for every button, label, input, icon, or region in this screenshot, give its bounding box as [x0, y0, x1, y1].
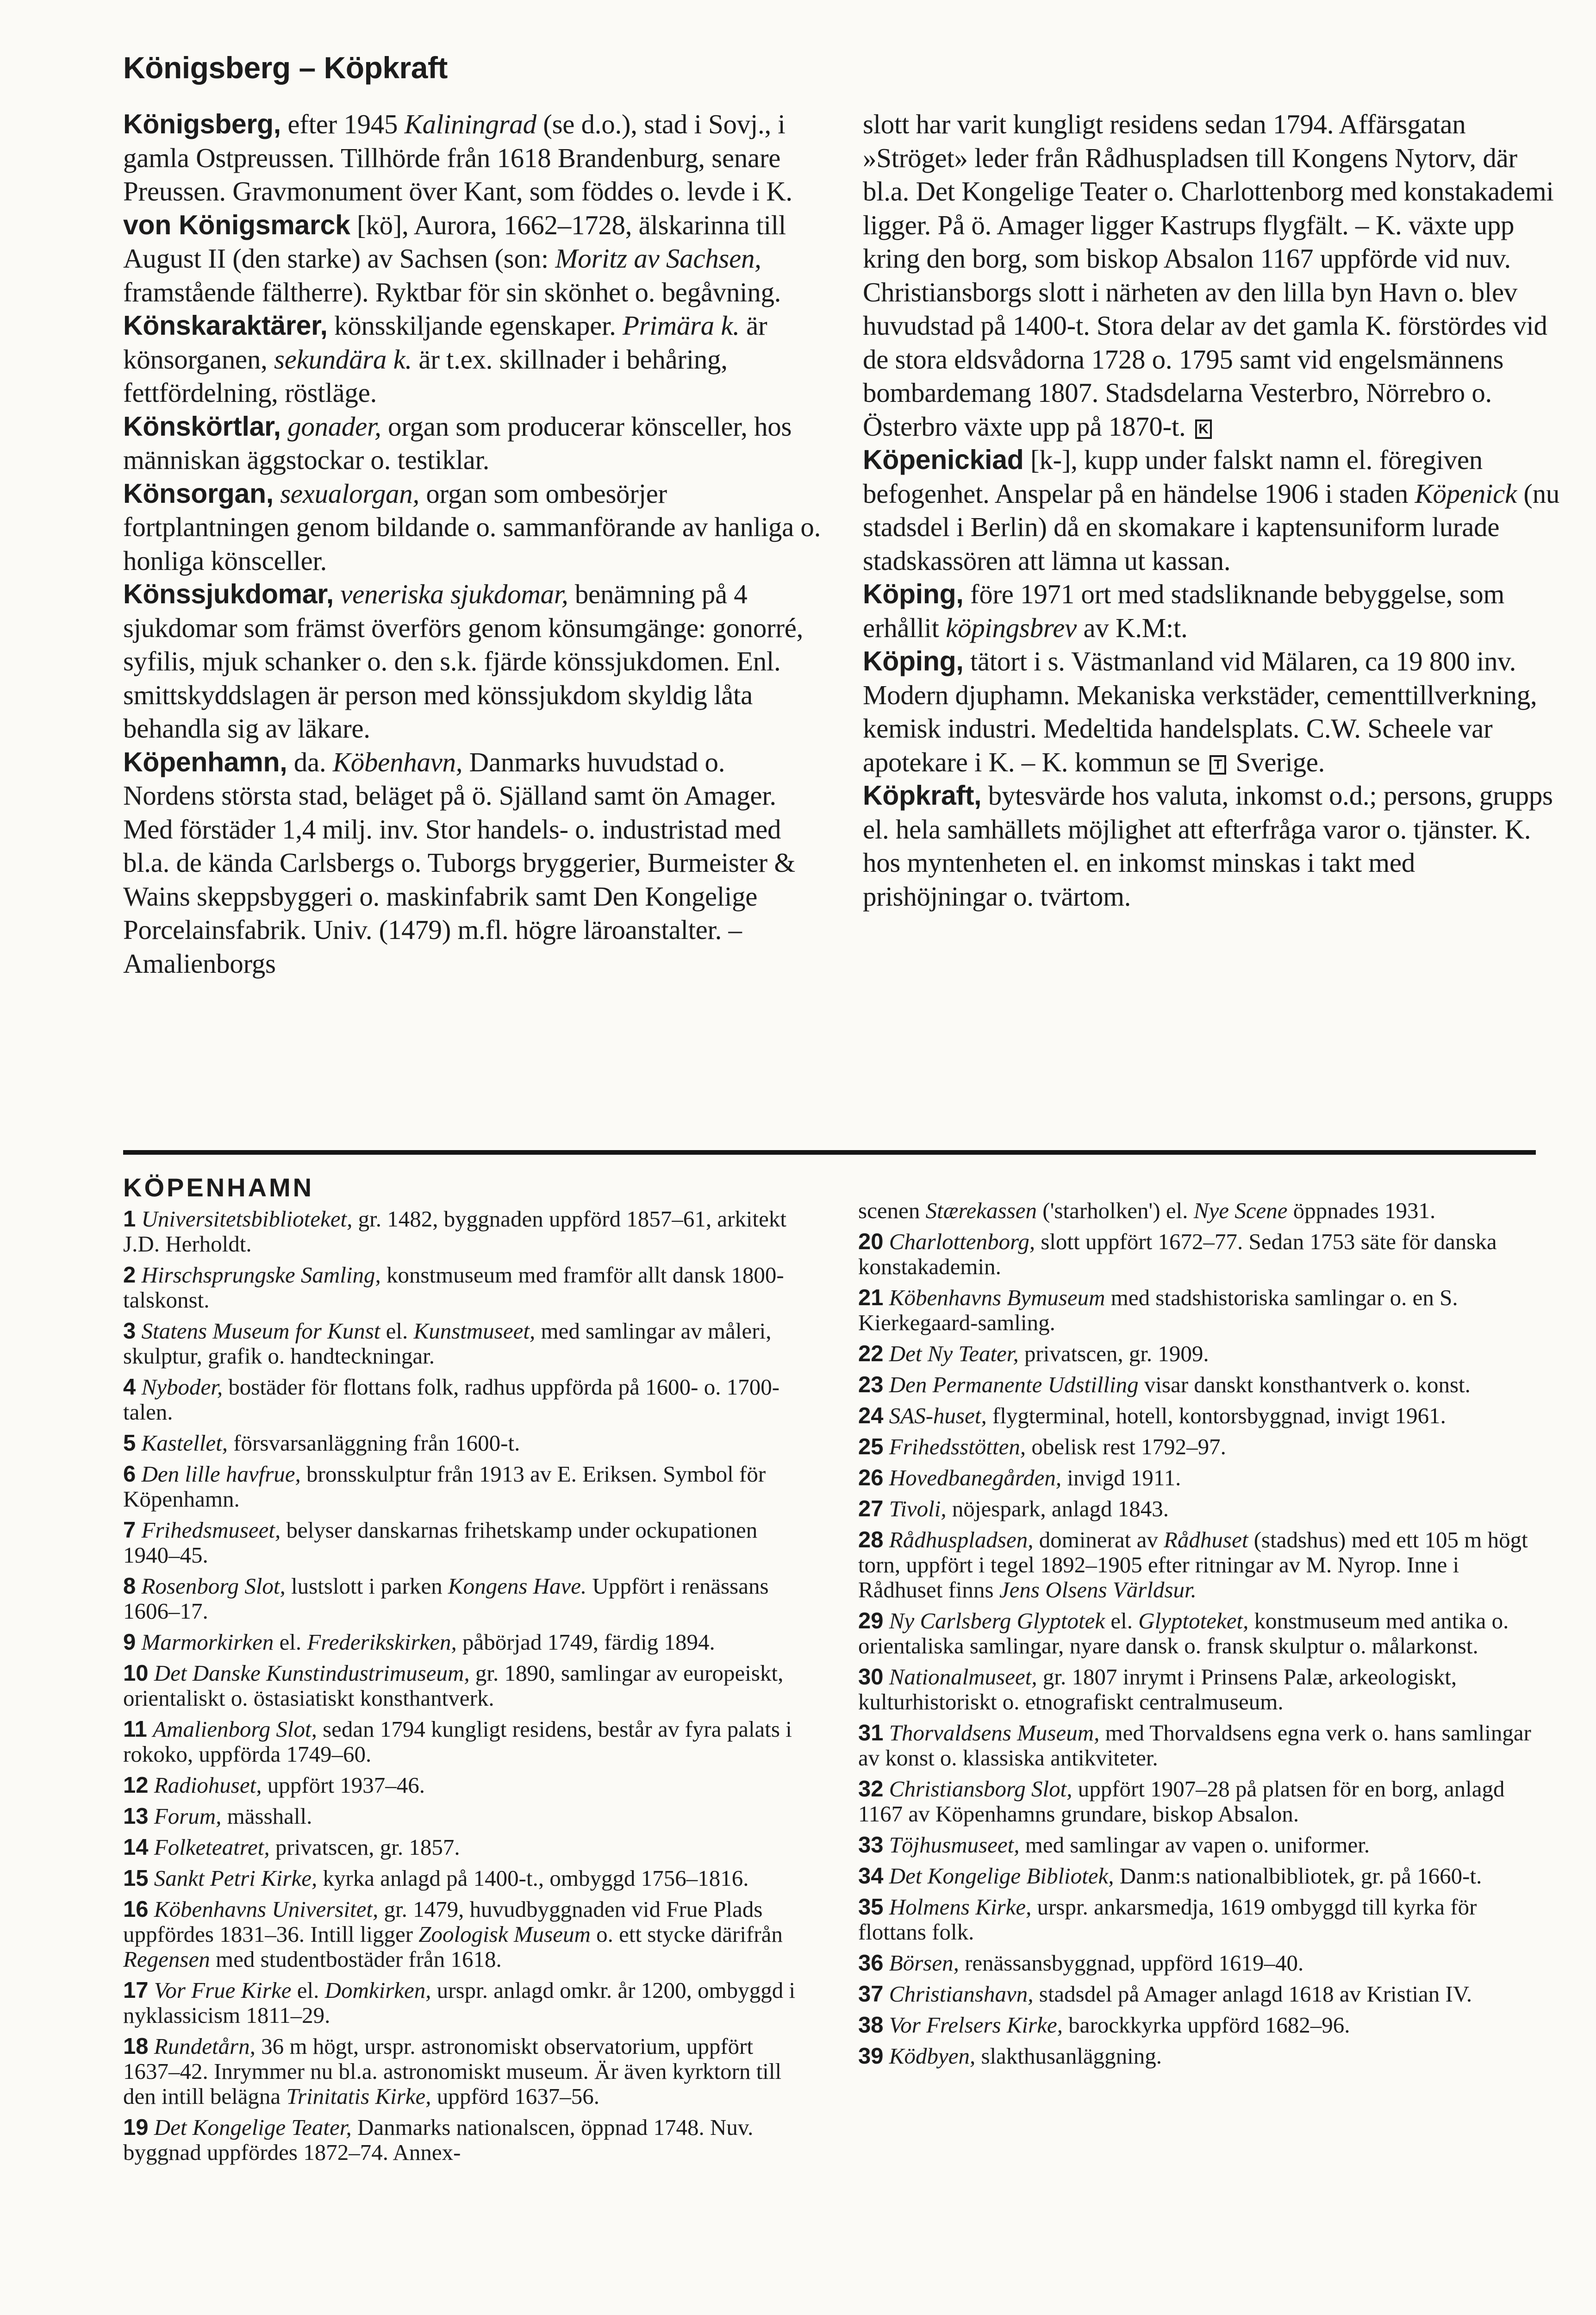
italic-term: Kaliningrad [404, 109, 536, 139]
legend-item [858, 1895, 1543, 1945]
legend-item [123, 1462, 804, 1512]
place-description: med stadshistoriska samlingar o. en S. Kierkegaard-samling. [858, 1285, 1458, 1335]
place-description: renässansbyggnad, uppförd 1619–40. [959, 1950, 1304, 1976]
legend-number: 31 [858, 1721, 884, 1746]
place-description: uppfört 1937–46. [262, 1772, 425, 1798]
legend-item [858, 1951, 1543, 1976]
place-name: Köbenhavns Universitet, [154, 1896, 379, 1922]
place-name: Folketeatret, [154, 1834, 270, 1860]
place-name: Vor Frelsers Kirke, [889, 2012, 1063, 2038]
place-description: privatscen, gr. 1857. [269, 1834, 460, 1860]
legend-item [858, 1434, 1543, 1459]
legend-item [858, 2013, 1543, 2038]
legend-item [123, 2115, 804, 2165]
entry-text: (nu stadsdel i Berlin) då en skomakare i kaptensuniform lurade stadskassören att lämna ut kassan. [863, 478, 1560, 576]
reference-symbol-icon: K [1195, 419, 1212, 439]
legend-number: 38 [858, 2013, 884, 2038]
place-description: barockkyrka uppförd 1682–96. [1062, 2012, 1350, 2038]
entry-headword: Köpenhamn, [123, 746, 287, 777]
legend-number: 30 [858, 1664, 884, 1689]
place-name: Vor Frue Kirke [154, 1977, 292, 2003]
place-description: scenen [858, 1198, 926, 1223]
place-name: Radiohuset, [154, 1772, 262, 1798]
entry-text: framstående fältherre). Ryktbar för sin skönhet o. begåvning. [123, 276, 781, 307]
italic-term: veneriska sjukdomar, [340, 579, 568, 609]
entry-text [274, 478, 280, 509]
place-name: Glyptoteket, [1138, 1608, 1249, 1633]
place-description: bostäder för flottans folk, radhus uppförda på 1600- o. 1700-talen. [123, 1374, 780, 1425]
place-name: Rundetårn, [154, 2033, 256, 2059]
entry-headword: Könssjukdomar, [123, 579, 334, 609]
italic-term: Köbenhavn, [332, 746, 463, 777]
place-name: Hirschsprungske Samling, [141, 1262, 381, 1288]
place-description: med studentbostäder från 1618. [210, 1946, 502, 1972]
legend-number: 27 [858, 1496, 884, 1521]
italic-term: Köpenick [1415, 478, 1517, 509]
entry-text: organ som producerar könsceller, hos människan äggstockar o. testiklar. [123, 411, 792, 475]
place-name: Det Danske Kunstindustrimuseum, [154, 1660, 470, 1686]
legend-item [123, 1804, 804, 1829]
legend-number: 17 [123, 1978, 149, 2003]
legend-left-column [123, 1207, 804, 2171]
place-description: bronsskulptur från 1913 av E. Eriksen. Symbol för Köpenhamn. [123, 1461, 766, 1512]
dictionary-entry [863, 644, 1562, 779]
place-name: Marmorkirken [141, 1629, 274, 1655]
legend-number: 33 [858, 1833, 884, 1858]
legend-number: 24 [858, 1403, 884, 1428]
dictionary-entry [863, 107, 1562, 443]
place-description: obelisk rest 1792–97. [1026, 1434, 1226, 1459]
entry-text: Danmarks huvudstad o. Nordens största stad, beläget på ö. Själland samt ön Amager. Med förstäder 1,4 milj. inv. Stor handels- o. industristad med bl.a. de kända Carlsbergs o. Tuborgs bryggerier, Burmeister & Wains skeppsbyggeri o. maskinfabrik samt Den Kongelige Porcelainsfabrik. Univ. (1479) m.fl. högre läroanstalter. – Amalienborgs [123, 746, 795, 979]
legend-item [123, 1630, 804, 1655]
legend-item [858, 1229, 1543, 1279]
entry-text [334, 579, 340, 609]
place-description: sedan 1794 kungligt residens, består av fyra palats i rokoko, uppförda 1749–60. [123, 1716, 792, 1767]
dictionary-entry [123, 745, 822, 981]
legend-item [858, 1982, 1543, 2007]
legend-number: 19 [123, 2115, 149, 2140]
legend-number: 39 [858, 2044, 884, 2069]
legend-item [858, 1864, 1543, 1889]
italic-term: gonader, [287, 411, 381, 442]
place-name: Sankt Petri Kirke, [154, 1865, 318, 1891]
place-description: mässhall. [221, 1803, 312, 1829]
entry-text: (se d.o.), stad i Sovj., i gamla Ostpreussen. Tillhörde från 1618 Brandenburg, senare Preussen. Gravmonument över Kant, som föddes o. levde i K. [123, 109, 792, 206]
place-description: uppfört 1907–28 på platsen för en borg, anlagd 1167 av Köpenhamns grundare, biskop Absalon. [858, 1776, 1505, 1827]
place-description: privatscen, gr. 1909. [1018, 1341, 1209, 1366]
legend-item [858, 1527, 1543, 1602]
legend-number: 5 [123, 1431, 136, 1456]
place-name: Rådhuspladsen, [889, 1527, 1034, 1552]
legend-number: 4 [123, 1375, 136, 1400]
legend-number: 13 [123, 1804, 149, 1829]
place-description: kyrka anlagd på 1400-t., ombyggd 1756–1816. [317, 1865, 749, 1891]
place-description: gr. 1890, samlingar av europeiskt, orientaliskt o. östasiatiskt konsthantverk. [123, 1660, 784, 1711]
place-name: Christianshavn, [889, 1981, 1034, 2007]
place-name: Kongens Have. [448, 1573, 587, 1599]
place-description: gr. 1479, huvudbyggnaden vid Frue Plads uppfördes 1831–36. Intill ligger [123, 1896, 763, 1947]
legend-item [858, 1341, 1543, 1366]
legend-number: 2 [123, 1263, 136, 1288]
dictionary-entry [863, 577, 1562, 644]
legend-number: 25 [858, 1434, 884, 1459]
entry-headword: Könsorgan, [123, 478, 274, 509]
legend-number: 3 [123, 1319, 136, 1344]
place-name: Holmens Kirke, [889, 1894, 1032, 1920]
place-description: öppnades 1931. [1287, 1198, 1436, 1223]
place-description: med samlingar av vapen o. uniformer. [1019, 1832, 1370, 1858]
place-description: Danm:s nationalbibliotek, gr. på 1660-t. [1114, 1863, 1482, 1889]
place-description: belyser danskarnas frihetskamp under ockupationen 1940–45. [123, 1517, 758, 1568]
entry-headword: Könskaraktärer, [123, 310, 328, 341]
legend-item [123, 1207, 804, 1257]
place-name: Nye Scene [1193, 1198, 1288, 1223]
entry-headword: von Königsmarck [123, 209, 350, 240]
place-name: Stærekassen [925, 1198, 1037, 1223]
place-description: invigd 1911. [1061, 1465, 1181, 1490]
legend-number: 12 [123, 1773, 149, 1798]
place-name: Tivoli, [889, 1496, 947, 1521]
place-description: dominerat av [1033, 1527, 1164, 1552]
entry-text: da. [287, 746, 333, 777]
legend-item [858, 2044, 1543, 2069]
legend-item [123, 1866, 804, 1891]
place-description: el. [274, 1629, 307, 1655]
legend-number: 21 [858, 1285, 884, 1310]
legend-item [858, 1465, 1543, 1490]
place-name: Kunstmuseet, [413, 1318, 536, 1344]
dictionary-entry [863, 443, 1562, 577]
dictionary-entry [863, 779, 1562, 913]
place-name: Rådhuset [1164, 1527, 1248, 1552]
place-name: Kastellet, [141, 1430, 228, 1456]
legend-number: 8 [123, 1574, 136, 1599]
entry-text: benämning på 4 sjukdomar som främst överförs genom könsumgänge: gonorré, syfilis, mjuk schanker o. den s.k. fjärde könssjukdomen. Enl. smittskyddslagen är person med könssjukdom skyldig låta behandla sig av läkare. [123, 579, 804, 744]
running-header: Königsberg – Köpkraft [123, 50, 448, 85]
legend-item [123, 1897, 804, 1972]
legend-number: 26 [858, 1465, 884, 1490]
entry-text: är t.ex. skillnader i behåring, fettfördelning, röstläge. [123, 344, 728, 408]
dictionary-entry [123, 309, 822, 410]
legend-number: 1 [123, 1207, 136, 1232]
dictionary-entry [123, 477, 822, 578]
legend-item [123, 1574, 804, 1624]
place-name: Frihedsmuseet, [141, 1517, 281, 1543]
place-description: urspr. ankarsmedja, 1619 ombyggd till kyrka för flottans folk. [858, 1894, 1477, 1945]
legend-number: 20 [858, 1229, 884, 1254]
place-description: konstmuseum med antika o. orientaliska samlingar, nyare dansk o. fransk skulptur o. målarkonst. [858, 1608, 1509, 1658]
place-description: flygterminal, hotell, kontorsbyggnad, invigt 1961. [986, 1403, 1446, 1428]
entry-text: före 1971 ort med stadsliknande bebyggelse, som erhållit [863, 579, 1505, 643]
legend-number: 14 [123, 1835, 149, 1860]
place-description: o. ett stycke därifrån [590, 1921, 783, 1947]
place-description: urspr. anlagd omkr. år 1200, ombyggd i nyklassicism 1811–29. [123, 1977, 796, 2028]
place-description: visar danskt konsthantverk o. konst. [1138, 1372, 1471, 1397]
legend-item [123, 1319, 804, 1369]
entry-headword: Königsberg, [123, 109, 281, 139]
entry-text: bytesvärde hos valuta, inkomst o.d.; persons, grupps el. hela samhällets möjlighet att efterfråga varor o. tjänster. K. hos myntenheten el. en inkomst minskas i takt med prishöjningar o. tvärtom. [863, 780, 1553, 912]
place-name: Thorvaldsens Museum, [889, 1720, 1100, 1746]
legend-item [123, 1263, 804, 1313]
right-column [863, 107, 1562, 913]
place-name: Hovedbanegården, [889, 1465, 1062, 1490]
legend-number: 10 [123, 1661, 149, 1686]
legend-number: 18 [123, 2034, 149, 2059]
legend-number: 9 [123, 1630, 136, 1655]
place-description: (stadshus) med ett 105 m högt torn, uppfört i tegel 1892–1905 efter ritningar av M. Nyrop. Inne i Rådhuset finns [858, 1527, 1528, 1602]
legend-number: 23 [858, 1372, 884, 1397]
section-divider [123, 1150, 1536, 1155]
legend-item [123, 1773, 804, 1798]
place-name: Töjhusmuseet, [889, 1832, 1020, 1858]
place-description: el. [380, 1318, 414, 1344]
legend-item [123, 1661, 804, 1711]
place-name: Den Permanente Udstilling [889, 1372, 1139, 1397]
legend-number: 7 [123, 1518, 136, 1543]
place-description: slott uppfört 1672–77. Sedan 1753 säte för danska konstakademin. [858, 1229, 1497, 1279]
place-name: Zoologisk Museum [418, 1921, 591, 1947]
legend-title: KÖPENHAMN [123, 1173, 314, 1202]
legend-item [123, 1978, 804, 2028]
place-description: med samlingar av måleri, skulptur, grafik o. handteckningar. [123, 1318, 772, 1369]
place-name: Regensen [123, 1946, 210, 1972]
legend-number: 15 [123, 1866, 149, 1891]
legend-number: 32 [858, 1777, 884, 1802]
legend-number: 36 [858, 1951, 884, 1976]
dictionary-entry [123, 577, 822, 745]
place-name: Rosenborg Slot, [141, 1573, 286, 1599]
place-description: nöjespark, anlagd 1843. [946, 1496, 1169, 1521]
italic-term: köpingsbrev [946, 612, 1077, 643]
place-name: Den lille havfrue, [141, 1461, 301, 1487]
place-name: Universitetsbiblioteket, [141, 1206, 353, 1232]
legend-number: 11 [123, 1717, 147, 1742]
place-name: Forum, [154, 1803, 222, 1829]
place-name: Amalienborg Slot, [153, 1716, 317, 1742]
place-name: Christiansborg Slot, [889, 1776, 1072, 1802]
place-description: 36 m högt, urspr. astronomiskt observatorium, uppfört 1637–42. Inrymmer nu bl.a. astronomiskt museum. Är även kyrktorn till den intill belägna [123, 2033, 782, 2109]
entry-text: [kö], Aurora, 1662–1728, älskarinna till August II (den starke) av Sachsen (son: [123, 209, 786, 274]
place-name: Domkirken, [324, 1977, 431, 2003]
legend-item [858, 1777, 1543, 1827]
dictionary-entry [123, 107, 822, 208]
italic-term: sekundära k. [274, 344, 412, 375]
place-description: påbörjad 1749, färdig 1894. [456, 1629, 715, 1655]
dictionary-entry [123, 410, 822, 477]
place-description: försvarsanläggning från 1600-t. [227, 1430, 520, 1456]
italic-term: Moritz av Sachsen, [555, 243, 761, 274]
legend-item [858, 1833, 1543, 1858]
legend-item [858, 1608, 1543, 1658]
legend-item [858, 1285, 1543, 1335]
place-name: Det Kongelige Teater, [154, 2115, 352, 2140]
place-description: Uppfört i renässans 1606–17. [123, 1573, 769, 1624]
place-name: Frederikskirken, [307, 1629, 457, 1655]
entry-headword: Köpenickiad [863, 444, 1024, 475]
place-name: Trinitatis Kirke, [286, 2084, 431, 2109]
legend-item [123, 2034, 804, 2109]
legend-item [123, 1431, 804, 1456]
legend-number: 22 [858, 1341, 884, 1366]
place-description: gr. 1807 inrymt i Prinsens Palæ, arkeologiskt, kulturhistoriskt o. etnografiskt centralmuseum. [858, 1664, 1457, 1714]
place-description: stadsdel på Amager anlagd 1618 av Kristian IV. [1033, 1981, 1472, 2007]
entry-text [281, 411, 287, 442]
legend-item [858, 1496, 1543, 1521]
place-description: ('starholken') el. [1037, 1198, 1194, 1223]
legend-number: 29 [858, 1608, 884, 1633]
entry-text: könsskiljande egenskaper. [327, 310, 623, 341]
place-name: Charlottenborg, [889, 1229, 1035, 1254]
entry-headword: Köping, [863, 646, 964, 676]
place-description: Danmarks nationalscen, öppnad 1748. Nuv. byggnad uppfördes 1872–74. Annex- [123, 2115, 754, 2165]
place-description: med Thorvaldsens egna verk o. hans samlingar av konst o. klassiska antikviteter. [858, 1720, 1531, 1771]
legend-item [858, 1372, 1543, 1397]
entry-text: [k-], kupp under falskt namn el. föregiven befogenhet. Anspelar på en händelse 1906 i staden [863, 444, 1483, 509]
italic-term: Primära k. [623, 310, 740, 341]
legend-right-column [858, 1198, 1543, 2075]
entry-headword: Könskörtlar, [123, 411, 281, 442]
legend-number: 34 [858, 1864, 884, 1889]
left-column [123, 107, 822, 980]
place-name: Det Ny Teater, [889, 1341, 1019, 1366]
place-name: Nationalmuseet, [889, 1664, 1037, 1689]
place-name: Ny Carlsberg Glyptotek [889, 1608, 1105, 1633]
legend-item [858, 1721, 1543, 1771]
place-description: el. [1105, 1608, 1139, 1633]
legend-item [123, 1375, 804, 1425]
place-name: Köbenhavns Bymuseum [889, 1285, 1105, 1310]
entry-text: tätort i s. Västmanland vid Mälaren, ca 19 800 inv. Modern djuphamn. Mekaniska verkstäder, cementtillverkning, kemisk industri. Medeltida handelsplats. C.W. Scheele var apotekare i K. – K. kommun se [863, 646, 1537, 777]
place-description: gr. 1482, byggnaden uppförd 1857–61, arkitekt J.D. Herholdt. [123, 1206, 787, 1257]
reference-symbol-icon: T [1209, 755, 1226, 775]
place-name: Frihedsstötten, [889, 1434, 1026, 1459]
entry-text: organ som ombesörjer fortplantningen genom bildande o. sammanförande av hanliga o. honliga könsceller. [123, 478, 821, 576]
place-name: Börsen, [889, 1950, 959, 1976]
place-name: Jens Olsens Världsur. [999, 1577, 1197, 1602]
legend-item [123, 1717, 804, 1767]
legend-item [858, 1198, 1543, 1223]
legend-item [858, 1403, 1543, 1428]
place-name: Nyboder, [141, 1374, 223, 1400]
entry-text: är könsorganen, [123, 310, 767, 375]
entry-headword: Köpkraft, [863, 780, 982, 811]
entry-headword: Köping, [863, 579, 964, 609]
legend-item [858, 1664, 1543, 1714]
legend-number: 28 [858, 1527, 884, 1552]
place-description: konstmuseum med framför allt dansk 1800-talskonst. [123, 1262, 784, 1313]
place-name: SAS-huset, [889, 1403, 987, 1428]
legend-number: 6 [123, 1462, 136, 1487]
entry-text: Sverige. [1229, 746, 1325, 777]
legend-number: 16 [123, 1897, 149, 1922]
legend-item [123, 1835, 804, 1860]
place-name: Det Kongelige Bibliotek, [889, 1863, 1114, 1889]
legend-number: 35 [858, 1895, 884, 1920]
place-name: Ködbyen, [889, 2043, 976, 2069]
entry-text: efter 1945 [281, 109, 405, 139]
italic-term: sexualorgan, [280, 478, 419, 509]
place-description: slakthusanläggning. [975, 2043, 1162, 2069]
dictionary-entry [123, 208, 822, 309]
place-description: lustslott i parken [285, 1573, 448, 1599]
entry-text: slott har varit kungligt residens sedan 1794. Affärsgatan »Ströget» leder från Rådhuspladsen till Kongens Nytorv, där bl.a. Det Kongelige Teater o. Charlottenborg med konstakademi ligger. På ö. Amager ligger Kastrups flygfält. – K. växte upp kring den borg, som biskop Absalon 1167 uppförde vid nuv. Christiansborgs slott i närheten av den lilla byn Havn o. blev huvudstad på 1400-t. Stora delar av det gamla K. förstördes vid de stora eldsvådorna 1728 o. 1795 samt vid engelsmännens bombardemang 1807. Stadsdelarna Vesterbro, Nörrebro o. Österbro växte upp på 1870-t. [863, 109, 1554, 442]
place-name: Statens Museum for Kunst [141, 1318, 380, 1344]
place-description: uppförd 1637–56. [431, 2084, 599, 2109]
legend-number: 37 [858, 1982, 884, 2007]
entry-text: av K.M:t. [1077, 612, 1188, 643]
legend-item [123, 1518, 804, 1568]
place-description: el. [291, 1977, 325, 2003]
